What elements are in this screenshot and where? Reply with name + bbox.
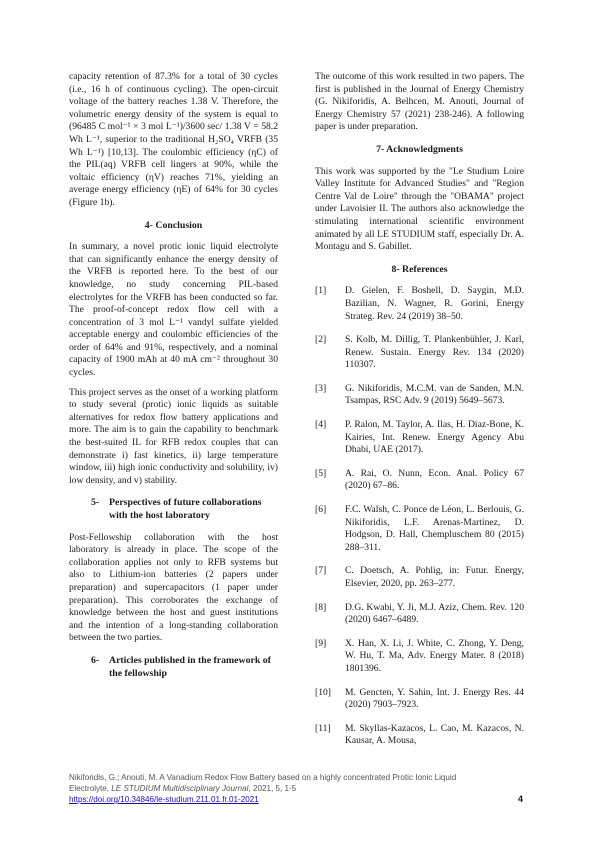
reference-item xyxy=(315,419,524,457)
reference-text: D.G. Kwabi, Y. Ji, M.J. Aziz, Chem. Rev. 120 (2020) 6467–6489. xyxy=(345,601,524,626)
conclusion-heading: 4- Conclusion xyxy=(144,219,203,231)
reference-text: P. Ralon, M. Taylor, A. Ilas, H. Diaz-Bone, K. Kairies, Int. Renew. Energy Agency Abu Dhabi, UAE (2017). xyxy=(345,419,524,456)
reference-item xyxy=(315,687,524,712)
left-column xyxy=(69,71,278,689)
reference-item xyxy=(315,504,524,554)
outcome-paragraph: The outcome of this work resulted in two papers. The first is published in the Journal of Energy Chemistry (G. Nikiforidis, A. Belhcen, M. Anouti, Journal of Energy Chemistry 57 (2021) 238-246). A following paper is under preparation. xyxy=(315,71,524,133)
reference-text: F.C. Walsh, C. Ponce de Léon, L. Berlouis, G. Nikiforidis, L.F. Arenas-Martínez, D. Hodgson, D. Hall, Chempluschem 80 (2015) 288–311. xyxy=(345,504,524,553)
perspectives-heading-text: Perspectives of future collaborations with the host laboratory xyxy=(109,497,262,521)
doi-link[interactable]: https://doi.org/10.34846/le-studium.211.01.fr.01-2021 xyxy=(69,795,259,804)
reference-item xyxy=(315,285,524,323)
reference-text: M. Gencten, Y. Sahin, Int. J. Energy Res. 44 (2020) 7903–7923. xyxy=(345,686,524,711)
right-column xyxy=(315,71,524,759)
reference-item xyxy=(315,723,524,748)
citation-line-2 xyxy=(69,783,526,794)
perspectives-heading xyxy=(91,497,278,522)
reference-number: [5] xyxy=(315,467,327,479)
reference-number: [1] xyxy=(315,285,327,297)
citation-suffix: , 2021, 5, 1-5 xyxy=(248,784,297,793)
acknowledgments-heading: 7- Acknowledgments xyxy=(376,143,463,155)
page-number: 4 xyxy=(518,794,524,804)
reference-item xyxy=(315,468,524,493)
reference-number: [7] xyxy=(315,565,327,577)
reference-item xyxy=(315,383,524,408)
reference-text: S. Kolb, M. Dillig, T. Plankenbühler, J. Karl, Renew. Sustain. Energy Rev. 134 (2020) 110307. xyxy=(345,334,524,371)
reference-number: [3] xyxy=(315,382,327,394)
reference-text: M. Skyllas-Kazacos, L. Cao, M. Kazacos, N. Kausar, A. Mousa, xyxy=(345,722,524,747)
perspectives-heading-number: 5- xyxy=(91,497,100,509)
conclusion-paragraph-1: In summary, a novel protic ionic liquid electrolyte that can significantly enhance the energy density of the VRFB is reported here. To the best of our knowledge, no study concerning PIL-based electrolytes for the VRFB has been conducted so far. The proof-of-concept redox flow cell with a concentration of 3 mol L⁻¹ vandyl sulfate yielded acceptable energy and coulombic efficiencies of the order of 64% and 91%, respectively, and a nominal capacity of 1900 mAh at 40 mA cm⁻² throughout 30 cycles. xyxy=(69,241,278,379)
reference-number: [4] xyxy=(315,419,327,431)
articles-heading-number: 6- xyxy=(91,654,100,666)
reference-text: C. Doetsch, A. Pohlig, in: Futur. Energy, Elsevier, 2020, pp. 263–277. xyxy=(345,565,524,589)
reference-number: [6] xyxy=(315,504,327,516)
reference-item xyxy=(315,334,524,372)
page-footer xyxy=(69,772,526,805)
citation-line-1: Nikiforidis, G.; Anouti, M. A Vanadium Redox Flow Battery based on a highly concentrated Protic Ionic Liquid xyxy=(69,773,457,782)
conclusion-paragraph-2: This project serves as the onset of a working platform to study several (protic) ionic liquids as suitable alternatives for redox flow battery applications and more. The aim is to gain the capability to benchmark the best-suited IL for RFB redox couples that can demonstrate i) fast kinetics, ii) large temperature window, iii) high ionic conductivity and solubility, iv) low density, and v) stability. xyxy=(69,386,278,486)
reference-list xyxy=(315,285,524,748)
reference-number: [11] xyxy=(315,722,331,734)
reference-text: A. Rai, O. Nunn, Econ. Anal. Policy 67 (2020) 67–86. xyxy=(345,467,524,492)
reference-item xyxy=(315,602,524,627)
journal-name: LE STUDIUM Multidisciplinary Journal xyxy=(111,784,249,793)
reference-number: [9] xyxy=(315,637,327,649)
reference-number: [2] xyxy=(315,334,327,346)
reference-text: D. Gielen, F. Boshell, D. Saygin, M.D. Bazilian, N. Wagner, R. Gorini, Energy Strateg. Rev. 24 (2019) 38–50. xyxy=(345,285,524,322)
reference-item xyxy=(315,565,524,590)
reference-text: G. Nikiforidis, M.C.M. van de Sanden, M.N. Tsampas, RSC Adv. 9 (2019) 5649–5673. xyxy=(345,382,524,407)
perspectives-paragraph: Post-Fellowship collaboration with the host laboratory is already in place. The scope of the collaboration applies not only to RFB systems but also to Lithium-ion batteries (2 papers under preparation) and supercapacitors (1 paper under preparation). This corroborates the exchange of knowledge between the host and guest institutions and the intention of a long-standing collaboration between the two parties. xyxy=(69,531,278,644)
reference-item xyxy=(315,638,524,676)
articles-heading xyxy=(91,655,278,680)
results-paragraph: capacity retention of 87.3% for a total of 30 cycles (i.e., 16 h of continuous cycling). The open-circuit voltage of the battery reaches 1.38 V. Therefore, the volumetric energy density of the system is equal to (96485 C mol⁻¹ × 3 mol L⁻¹)/3600 sec/ 1.38 V = 58.2 Wh L⁻¹, superior to the traditional H₂SO₄ VRFB (35 Wh L⁻¹) [10,13]. The coulombic efficiency (ηC) of the PIL(aq) VRFB cell lingers at 90%, while the voltaic efficiency (ηV) reaches 71%, yielding an average energy efficiency (ηE) of 64% for 30 cycles (Figure 1b). xyxy=(69,71,278,208)
acknowledgments-paragraph: This work was supported by the "Le Studium Loire Valley Institute for Advanced Studies" and "Region Centre Val de Loire" through the "OBAMA" project under Lavoisier II. The authors also acknowledge the stimulating international scientific environment animated by all LE STUDIUM staff, especially Dr. A. Montagu and S. Gabillet. xyxy=(315,165,524,253)
reference-number: [8] xyxy=(315,601,327,613)
articles-heading-text: Articles published in the framework of the fellowship xyxy=(109,654,271,679)
reference-text: X. Han, X. Li, J. White, C. Zhong, Y. Deng, W. Hu, T. Ma, Adv. Energy Mater. 8 (2018) 1801396. xyxy=(345,637,524,674)
citation-prefix: Electrolyte, xyxy=(69,784,112,793)
reference-number: [10] xyxy=(315,686,331,698)
references-heading: 8- References xyxy=(391,263,448,275)
